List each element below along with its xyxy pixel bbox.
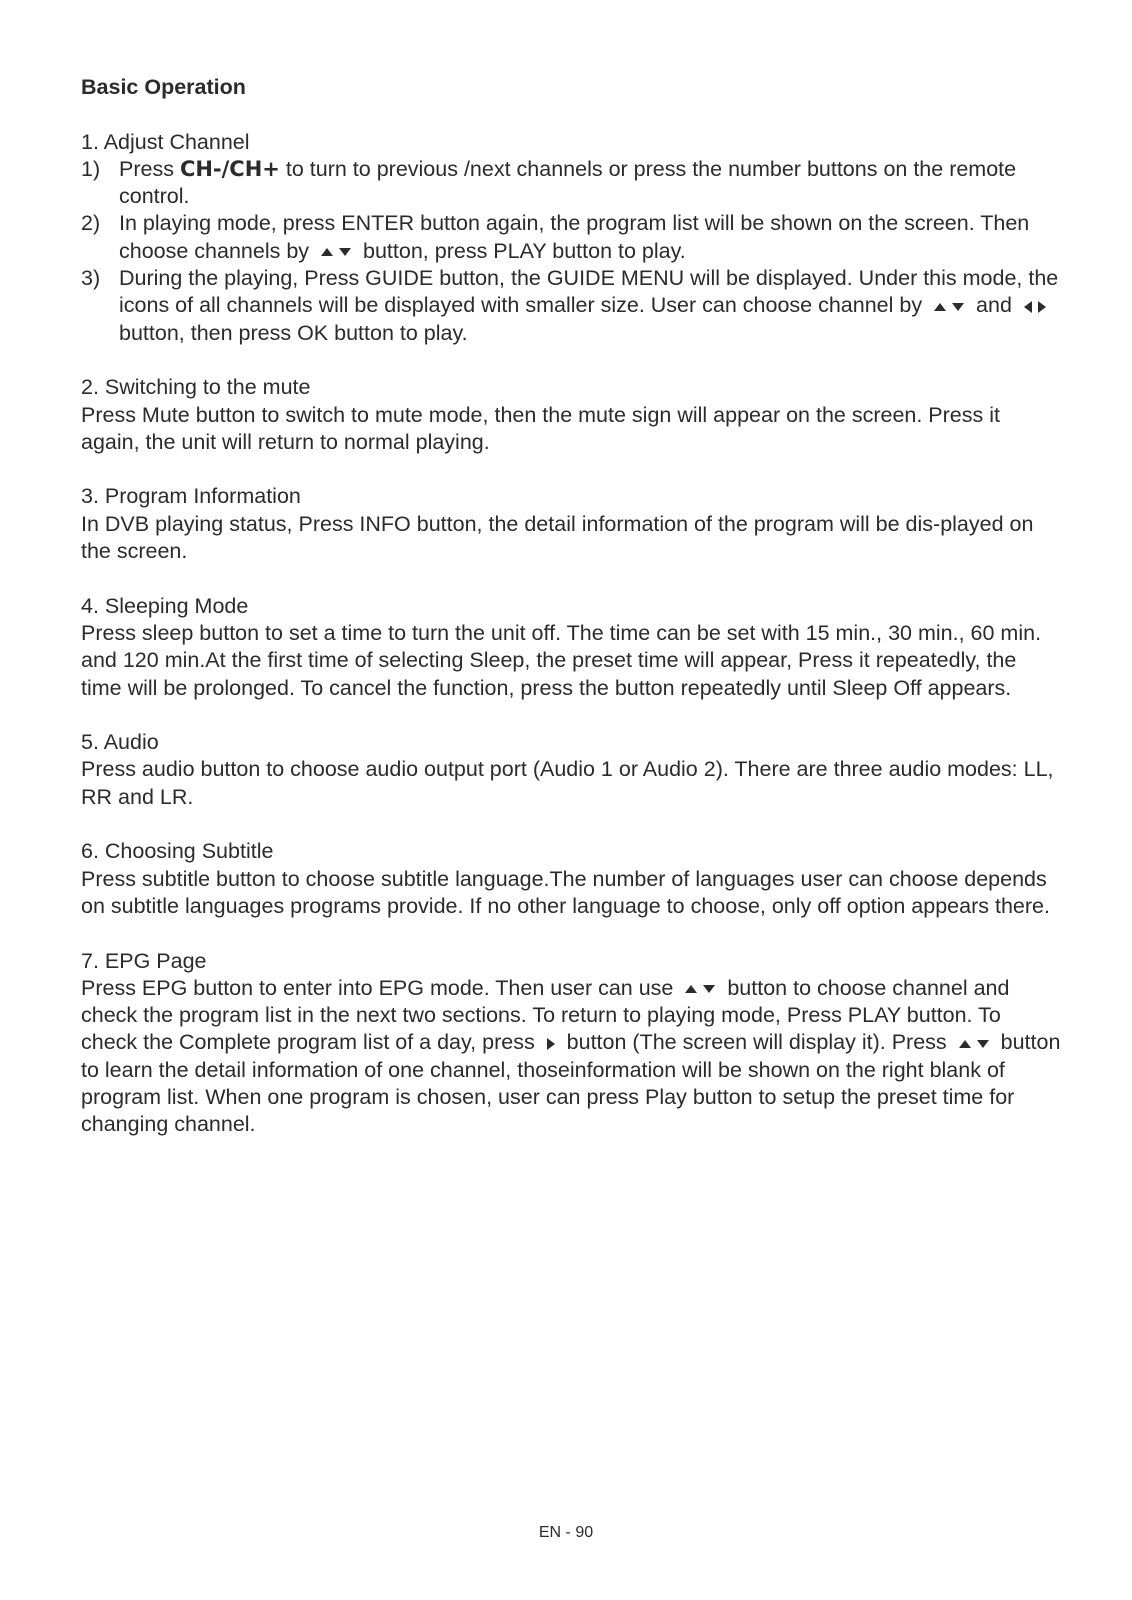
step-text: to turn to previous /next channels or press the number buttons on the remote control. bbox=[119, 156, 1017, 209]
section-text-audio: Press audio button to choose audio output port (Audio 1 or Audio 2). There are three audio modes: LL, RR and LR. bbox=[81, 757, 1054, 809]
right-arrow-icon bbox=[1038, 301, 1046, 313]
step-text: and bbox=[976, 293, 1012, 318]
step-number: 1) bbox=[81, 156, 101, 181]
section-heading-audio: 5. Audio bbox=[81, 730, 159, 755]
step-number: 2) bbox=[81, 211, 101, 236]
step-1 bbox=[81, 156, 1061, 211]
adjust-channel-steps bbox=[81, 156, 1061, 347]
epg-text-part: Press EPG button to enter into EPG mode. Then user can use bbox=[81, 975, 674, 1000]
section-heading-subtitle: 6. Choosing Subtitle bbox=[81, 839, 274, 864]
right-arrow-icon bbox=[547, 1038, 555, 1050]
step-text: button, press PLAY button to play. bbox=[363, 238, 686, 263]
section-heading-adjust-channel: 1. Adjust Channel bbox=[81, 129, 250, 154]
manual-page bbox=[81, 74, 1061, 1166]
section-text-epg-page bbox=[81, 975, 1061, 1139]
up-arrow-icon bbox=[934, 303, 946, 311]
section-heading-mute: 2. Switching to the mute bbox=[81, 375, 311, 400]
step-text: During the playing, Press GUIDE button, the GUIDE MENU will be displayed. Under this mode, the icons of all channels will be displayed with smaller size. User can choose channel by bbox=[119, 266, 1059, 318]
page-number: EN - 90 bbox=[538, 1524, 594, 1541]
step-text: button, then press OK button to play. bbox=[119, 320, 468, 345]
section-text-mute: Press Mute button to switch to mute mode, then the mute sign will appear on the screen. Press it again, the unit will return to normal playing. bbox=[81, 402, 1000, 454]
down-arrow-icon bbox=[977, 1040, 989, 1048]
section-heading-epg-page: 7. EPG Page bbox=[81, 948, 207, 973]
down-arrow-icon bbox=[339, 248, 351, 256]
step-3 bbox=[81, 265, 1061, 347]
up-arrow-icon bbox=[959, 1040, 971, 1048]
section-text-subtitle: Press subtitle button to choose subtitle language.The number of languages user can choose depends on subtitle languages programs provide. If no other language to choose, only off option appears there. bbox=[81, 866, 1050, 918]
epg-text-part: button to learn the detail information of one channel, thoseinformation will be shown on the right blank of program list. When one program is chosen, user can press Play button to setup the preset time for changing channel. bbox=[81, 1030, 1061, 1137]
section-text-program-information: In DVB playing status, Press INFO button, the detail information of the program will be dis-played on the screen. bbox=[81, 511, 1034, 564]
step-2 bbox=[81, 210, 1061, 265]
section-heading-program-information: 3. Program Information bbox=[81, 484, 301, 509]
step-text: In playing mode, press ENTER button again, the program list will be shown on the screen. Then choose channels by bbox=[119, 211, 1030, 263]
section-heading-sleeping-mode: 4. Sleeping Mode bbox=[81, 593, 249, 618]
down-arrow-icon bbox=[952, 303, 964, 311]
step-text: Press bbox=[119, 156, 180, 181]
up-arrow-icon bbox=[685, 985, 697, 993]
down-arrow-icon bbox=[703, 985, 715, 993]
left-arrow-icon bbox=[1024, 301, 1032, 313]
page-title: Basic Operation bbox=[81, 75, 246, 99]
step-number: 3) bbox=[81, 266, 101, 291]
epg-text-part: button to choose channel and check the program list in the next two sections. To return to playing mode, Press PLAY button. To check the Complete program list of a day, press bbox=[81, 975, 1010, 1055]
up-arrow-icon bbox=[321, 248, 333, 256]
ch-button-label: CH-/CH+ bbox=[179, 156, 280, 181]
epg-text-part: button (The screen will display it). Press bbox=[566, 1030, 947, 1055]
section-text-sleeping-mode: Press sleep button to set a time to turn the unit off. The time can be set with 15 min., 30 min., 60 min. and 120 min.At the first time of selecting Sleep, the preset time will appear, Press it repeatedly, the time will be prolonged. To cancel the function, press the button repeatedly until Sleep Off appears. bbox=[81, 620, 1042, 700]
